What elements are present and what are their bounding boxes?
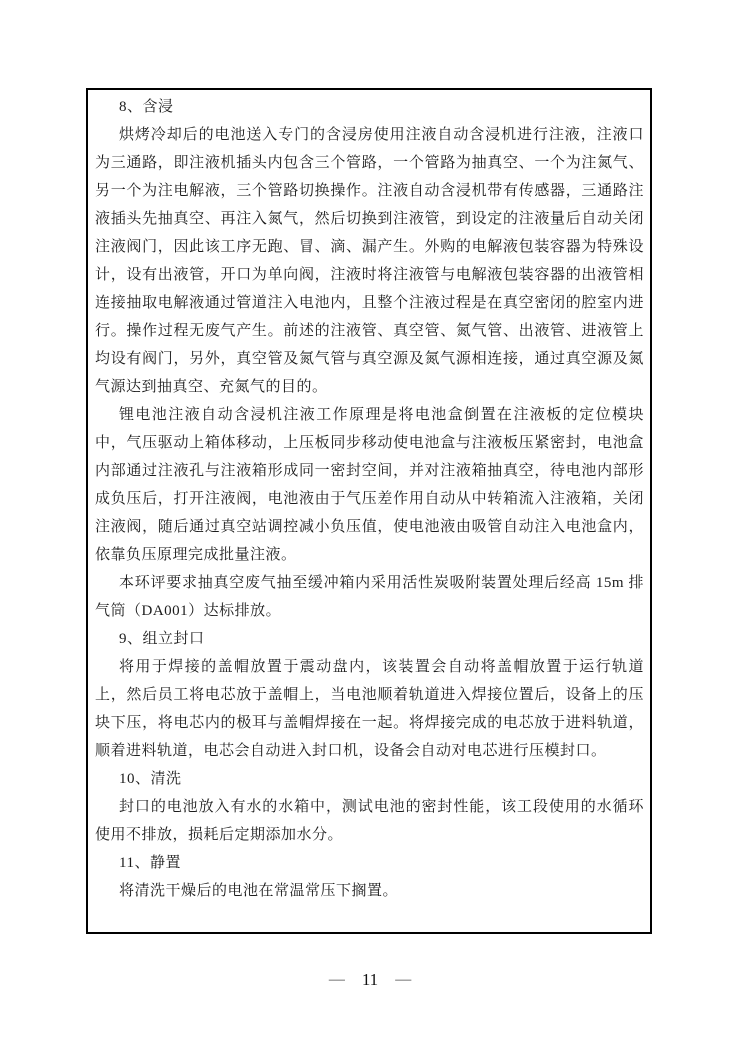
section-heading-10-cleaning: 10、清洗 bbox=[119, 771, 182, 787]
page-footer bbox=[0, 966, 740, 994]
paragraph-injection-principle: 锂电池注液自动含浸机注液工作原理是将电池盒倒置在注液板的定位模块中，气压驱动上箱体移动，上压板同步移动使电池盒与注液板压紧密封，电池盒内部通过注液孔与注液箱形成同一密封空间，并对注液箱抽真空，待电池内部形成负压后，打开注液阀，电池液由于气压差作用自动从中转箱流入注液箱，关闭注液阀，随后通过真空站调控减小负压值，使电池液由吸管自动注入电池盒内，依靠负压原理完成批量注液。 bbox=[95, 407, 644, 563]
footer-right-dash: — bbox=[395, 971, 412, 988]
page-number: 11 bbox=[361, 970, 379, 989]
paragraph-injection-process: 烘烤冷却后的电池送入专门的含浸房使用注液自动含浸机进行注液，注液口为三通路，即注液机插头内包含三个管路，一个管路为抽真空、一个为注氮气、另一个为注电解液，三个管路切换操作。注液自动含浸机带有传感器，三通路注液插头先抽真空、再注入氮气，然后切换到注液管，到设定的注液量后自动关闭注液阀门，因此该工序无跑、冒、滴、漏产生。外购的电解液包装容器为特殊设计，设有出液管，开口为单向阀，注液时将注液管与电解液包装容器的出液管相连接抽取电解液通过管道注入电池内，且整个注液过程是在真空密闭的腔室内进行。操作过程无废气产生。前述的注液管、真空管、氮气管、出液管、进液管上均设有阀门，另外，真空管及氮气管与真空源及氮气源相连接，通过真空源及氮气源达到抽真空、充氮气的目的。 bbox=[95, 127, 644, 395]
section-heading-8-hanjin: 8、含浸 bbox=[119, 99, 174, 115]
section-heading-9-sealing: 9、组立封口 bbox=[119, 631, 205, 647]
section-heading-11-resting: 11、静置 bbox=[119, 855, 181, 871]
paragraph-eia-requirement: 本环评要求抽真空废气抽至缓冲箱内采用活性炭吸附装置处理后经高 15m 排气筒（DA001）达标排放。 bbox=[95, 575, 644, 619]
paragraph-cleaning-process: 封口的电池放入有水的水箱中，测试电池的密封性能，该工段使用的水循环使用不排放，损耗后定期添加水分。 bbox=[95, 799, 644, 843]
document-content-box bbox=[86, 88, 652, 934]
footer-left-dash: — bbox=[328, 971, 345, 988]
paragraph-resting-process: 将清洗干燥后的电池在常温常压下搁置。 bbox=[119, 883, 399, 899]
paragraph-sealing-process: 将用于焊接的盖帽放置于震动盘内，该装置会自动将盖帽放置于运行轨道上，然后员工将电芯放于盖帽上，当电池顺着轨道进入焊接位置后，设备上的压块下压，将电芯内的极耳与盖帽焊接在一起。将焊接完成的电芯放于进料轨道，顺着进料轨道，电芯会自动进入封口机，设备会自动对电芯进行压模封口。 bbox=[95, 659, 644, 759]
